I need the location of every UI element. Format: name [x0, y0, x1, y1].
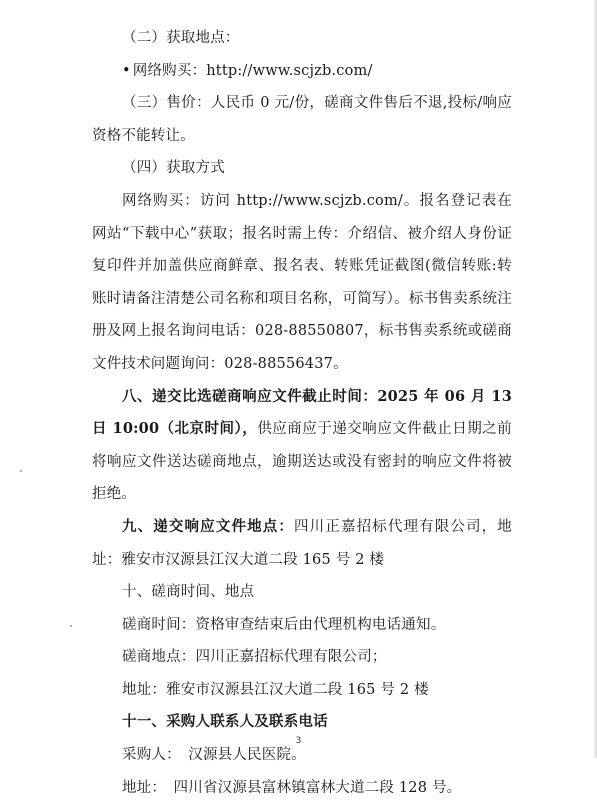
submission-location-text: 四川正嘉招标代理有限公司，地址：雅安市汉源县江汉大道二段 165 号 2 楼 — [92, 518, 512, 568]
acquisition-method-paragraph: 网络购买：访问 http://www.scjzb.com/。报名登记表在网站“下载中心”获取；报名时需上传：介绍信、被介绍人身份证复印件并加盖供应商鲜章、报名表、转账凭证截图(微信转账:转账时请备注清楚公司名称和项目名称，可简写）。标书售卖系统注册及网上报名询问电话：028-88550807，标书售卖系统或磋商文件技术问题询问：028-88556437。 — [92, 192, 512, 372]
purchaser-address-line: 地址： 四川省汉源县富林镇富林大道二段 128 号。 — [122, 779, 462, 796]
section-11-heading: 十一、采购人联系人及联系电话 — [122, 713, 328, 731]
section-4-heading: （四）获取方式 — [122, 160, 225, 177]
page-number: 3 — [295, 736, 302, 746]
document-body — [92, 22, 512, 804]
consultation-address-line: 地址：雅安市汉源县江汉大道二段 165 号 2 楼 — [122, 681, 429, 698]
deadline-paragraph — [92, 381, 512, 511]
price-paragraph: （三）售价：人民币 0 元/份，磋商文件售后不退,投标/响应资格不能转让。 — [92, 95, 512, 144]
scan-speck — [70, 625, 72, 627]
online-purchase-line — [92, 55, 512, 88]
section-2-heading: （二）获取地点： — [122, 30, 240, 46]
purchaser-line: 采购人： 汉源县人民医院。 — [122, 747, 306, 764]
submission-location-heading: 九、递交响应文件地点： — [122, 517, 295, 535]
submission-location-paragraph — [92, 511, 512, 576]
deadline-heading: 八、递交比选磋商响应文件截止时间：2025 年 06 月 13 日 10:00（北京时间）， — [92, 387, 512, 438]
consultation-time-line: 磋商时间：资格审查结束后由代理机构电话通知。 — [122, 616, 446, 633]
deadline-text: 供应商应于递交响应文件截止日期之前将响应文件送达磋商地点，逾期送达或没有密封的响应文件将被拒绝。 — [92, 421, 512, 503]
consultation-location-line: 磋商地点：四川正嘉招标代理有限公司； — [122, 649, 387, 666]
online-purchase-text: 网络购买：http://www.scjzb.com/ — [132, 62, 373, 79]
bullet-icon — [92, 63, 133, 79]
section-10-heading: 十、磋商时间、地点 — [122, 584, 255, 601]
scan-speck — [20, 470, 22, 472]
